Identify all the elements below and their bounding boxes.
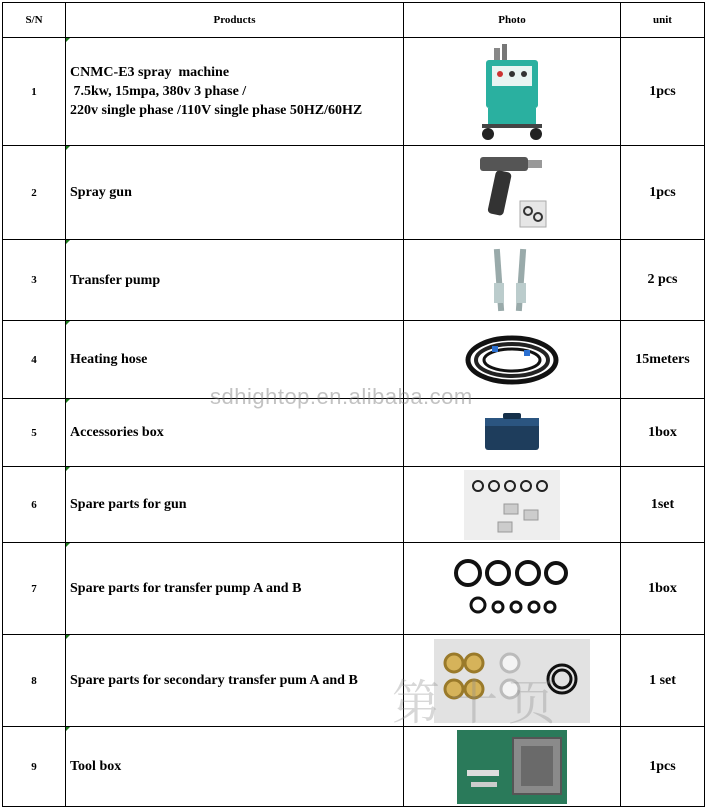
row-sn: 4: [3, 321, 66, 399]
transfer-pump-photo: [404, 240, 621, 321]
accessories-box-photo: [404, 399, 621, 467]
heating-hose-photo: [404, 321, 621, 399]
row-unit: 1pcs: [621, 146, 705, 240]
row-sn: 2: [3, 146, 66, 240]
row-sn: 1: [3, 38, 66, 146]
row-product: Spare parts for gun: [66, 467, 404, 543]
row-sn: 9: [3, 727, 66, 807]
header-photo: Photo: [404, 3, 621, 38]
row-product: Spray gun: [66, 146, 404, 240]
row-unit: 1 set: [621, 635, 705, 727]
row-product: Heating hose: [66, 321, 404, 399]
spray-gun-photo: [404, 146, 621, 240]
gun-spare-parts-photo: [404, 467, 621, 543]
table-row: [3, 543, 705, 635]
header-row: [3, 3, 705, 38]
row-product: Spare parts for secondary transfer pum A and B: [66, 635, 404, 727]
row-unit: 1box: [621, 399, 705, 467]
row-sn: 8: [3, 635, 66, 727]
row-unit: 15meters: [621, 321, 705, 399]
row-product: Transfer pump: [66, 240, 404, 321]
row-unit: 1box: [621, 543, 705, 635]
row-unit: 2 pcs: [621, 240, 705, 321]
row-sn: 5: [3, 399, 66, 467]
table-row: [3, 399, 705, 467]
header-unit: unit: [621, 3, 705, 38]
product-line: CNMC-E3 spray machine: [70, 65, 230, 80]
row-sn: 7: [3, 543, 66, 635]
tool-box-photo: [404, 727, 621, 807]
table-row: [3, 727, 705, 807]
table-row: [3, 146, 705, 240]
header-sn: S/N: [3, 3, 66, 38]
row-unit: 1pcs: [621, 38, 705, 146]
table-row: [3, 635, 705, 727]
row-unit: 1pcs: [621, 727, 705, 807]
spray-machine-photo: [404, 38, 621, 146]
product-line: 220v single phase /110V single phase 50HZ/60HZ: [70, 103, 363, 118]
table-row: [3, 321, 705, 399]
row-product: [66, 38, 404, 146]
secondary-pump-parts-photo: [404, 635, 621, 727]
table-row: [3, 38, 705, 146]
table-row: [3, 240, 705, 321]
product-list-table: [2, 2, 705, 807]
row-sn: 6: [3, 467, 66, 543]
table-row: [3, 467, 705, 543]
row-sn: 3: [3, 240, 66, 321]
header-products: Products: [66, 3, 404, 38]
watermark-text: sdhightop.en.alibaba.com: [210, 384, 473, 409]
row-unit: 1set: [621, 467, 705, 543]
product-line: 7.5kw, 15mpa, 380v 3 phase /: [70, 84, 247, 99]
row-product: Spare parts for transfer pump A and B: [66, 543, 404, 635]
row-product: Accessories box: [66, 399, 404, 467]
watermark-cjk: 第十页: [392, 675, 567, 731]
pump-spare-parts-photo: [404, 543, 621, 635]
row-product: Tool box: [66, 727, 404, 807]
